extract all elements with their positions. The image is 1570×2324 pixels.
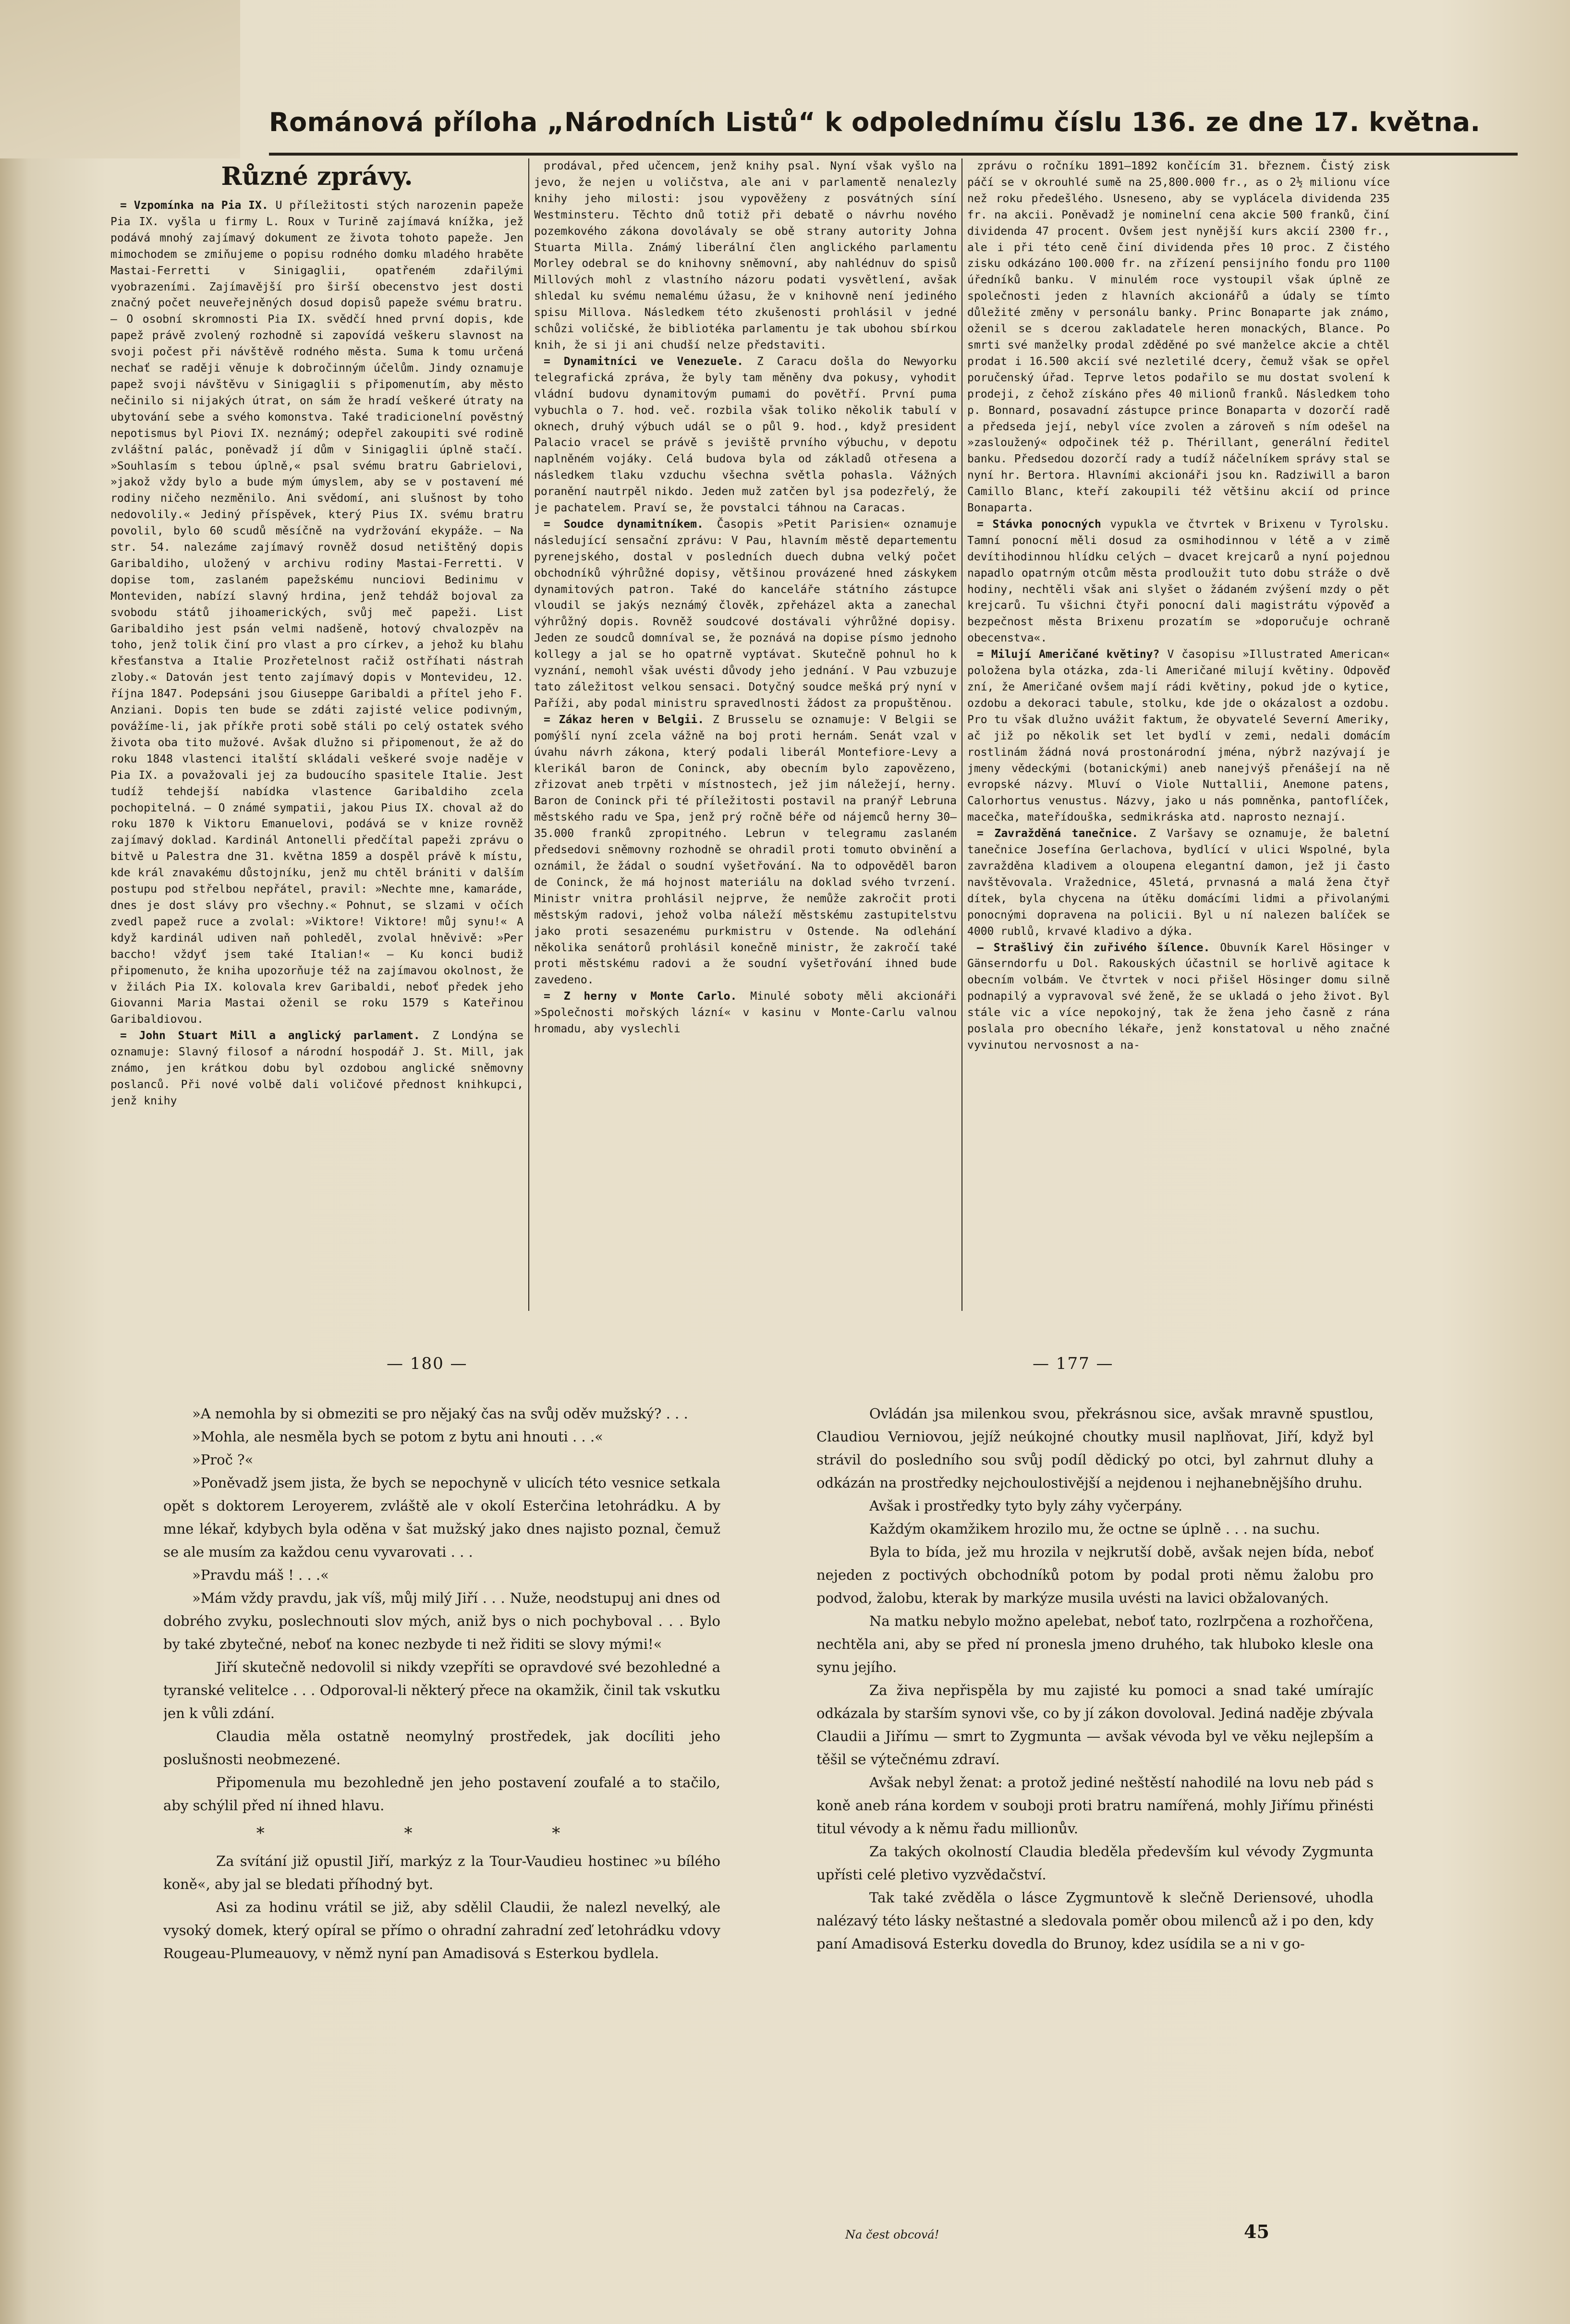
novel-page-left xyxy=(163,1402,720,2266)
news-item xyxy=(967,647,1390,826)
novel-paragraph: »Pravdu máš ! . . .« xyxy=(192,1567,329,1583)
column-divider xyxy=(961,158,962,1311)
news-item xyxy=(967,158,1390,517)
news-item xyxy=(967,826,1390,940)
printer-signature-number: 45 xyxy=(1244,2221,1269,2242)
novel-paragraph: »Mohla, ale nesměla bych se potom z bytu ani hnouti . . .« xyxy=(192,1428,603,1445)
news-item-text: Z Varšavy se oznamuje, že baletní tanečnice Josefína Gerlachova, bydlící v ulici Wspolné, byla zavražděna kladivem a oloupena elegantní damon, jež ji často navštěvovala. Vražednice, 45letá, prvnasná a malá žena čtyř dítek, byla chycena na útěku domácími lidmi a přivolanými ponocnými dopravena na policii. Byl u ní nalezen balíček se 4000 rublů, krvavé kladivo a dýka. xyxy=(967,827,1390,938)
news-item xyxy=(110,198,523,1028)
novel-paragraph: Ovládán jsa milenkou svou, překrásnou sice, avšak mravně spustlou, Claudiou Verniovou, jejíž neúkojné choutky musil naplňovat, Jiří, když byl strávil do posledního sou svůj podíl dědický po otci, byl zahrnut dluhy a odkázán na prostředky nejchoulostivější a nejdenou i nejhanebnějšího druhu. xyxy=(816,1405,1374,1491)
novel-paragraph: Avšak i prostředky tyto byly záhy vyčerpány. xyxy=(869,1498,1183,1514)
novel-paragraph: »A nemohla by si obmeziti se pro nějaký čas na svůj oděv mužský? . . . xyxy=(192,1405,688,1422)
novel-paragraph: Za svítání již opustil Jiří, markýz z la Tour-Vaudieu hostinec »u bílého koně«, aby jal se bledati příhodný byt. xyxy=(163,1853,720,1892)
column-divider xyxy=(528,158,529,1311)
novel-paragraph: Za takých okolností Claudia bleděla především kul vévody Zygmunta upřísti celé pletivo vyzvědačství. xyxy=(816,1843,1374,1883)
news-item-text: V časopisu »Illustrated American« položena byla otázka, zda-li Američané milují květiny. Odpověď zní, že Američané ovšem mají rádi květiny, pokud jde o kytice, ozdobu a dekoraci tabule, stolku, kde jde o okázalost a ozdobu. Pro tu však dlužno uvážit faktum, že obyvatelé Severní Ameriky, ač již po několik set let bydlí v zemi, nedali domácím rostlinám žádná nová prostonárodní jména, nýbrž nazývají je jmeny vědeckými (botanickými) aneb nanejvýš přenášejí na ně evropské názvy. Mluví o Viole Nuttallii, Anemone patens, Calorhortus venustus. Názvy, jako u nás pomněnka, pantoflíček, macečka, mateřídouška, sedmikráska atd. naprosto neznají. xyxy=(967,648,1390,824)
novel-paragraph: Claudia měla ostatně neomylný prostředek, jak docíliti jeho poslušnosti neobmezené. xyxy=(163,1728,720,1767)
novel-paragraph: »Poněvadž jsem jista, že bych se nepochyně v ulicích této vesnice setkala opět s doktorem Leroyerem, zvláště ale v okolí Esterčina letohrádku. A by mne lékař, kdybych byla oděna v šat mužský jako dnes najisto poznal, čemuž se ale musím za každou cenu vyvarovati . . . xyxy=(163,1475,720,1560)
news-item-text: U příležitosti stých narozenin papeže Pia IX. vyšla u firmy L. Roux v Turině zajímavá knížka, jež podává mnohý zajímavý dokument ze života tohoto papeže. Jen mimochodem se zmiňujeme o popisu rodného domku mladého hraběte Mastai-Ferretti v Sinigaglii, opatřeném zdařilými vyobrazeními. Zajímavější pro širší obecenstvo jest dosti značný počet neuveřejněných dosud dopisů papeže svému bratru. — O osobní skromnosti Pia IX. svědčí hned první dopis, kde papež právě zvolený rozhodně si zapovídá veškeru slavnost na svoji počest při návštěvě rodného města. Suma k tomu určená nechať se raději věnuje k dobročinným účelům. Jindy oznamuje papež svoji návštěvu v Sinigaglii s připomenutím, aby město nečinilo si nijakých útrat, on sám že hradí veškeré útraty na ubytování sebe a svého komonstva. Také tradicionelní pověstný nepotismus byl Piovi IX. neznámý; odepřel zakoupiti své rodině zvláštní palác, poněvadž jí dům v Sinigaglii úplně stačí. »Souhlasím s tebou úplně,« psal svému bratru Gabrielovi, »jakož vždy bylo a bude mým úmyslem, aby se v postavení mé rodiny ničeho nezměnilo. Ani svědomí, ani slušnost by toho nedovolily.« Jediný příspěvek, který Pius IX. svému bratru povolil, bylo 60 scudů měsíčně na vydržování ekypáže. — Na str. 54. nalezáme zajímavý rovněž dosud netištěný dopis Garibaldiho, uložený v archivu rodiny Mastai-Ferretti. V dopise tom, zaslaném papežskému nunciovi Bedinimu v Monteviden, nabízí slavný hrdina, jenž tehdáž bojoval za svobodu států jihoamerických, svůj meč papeži. List Garibaldiho jest psán velmi nadšeně, hotový chvalozpěv na toho, jenž tolik činí pro vlast a pro církev, a jehož ku blahu křesťanstva a Italie Prozřetelnost račiž ostříhati nástrah zloby.« Datován jest tento zajímavý dopis v Montevideu, 12. října 1847. Podepsáni jsou Giuseppe Garibaldi a přítel jeho F. Anziani. Dopis ten bude se zdáti zajisté velice podivným, povážíme-li, jak příkře proti sobě stáli po celý ostatek svého života oba tito mužové. Avšak dlužno si připomenout, že až do roku 1848 vlastenci italští skládali veškeré svoje naděje v Pia IX. a považovali jej za budoucího spasitele Italie. Jest tudíž tehdejší nabídka vlastence Garibaldiho zcela pochopitelná. — O známé sympatii, jakou Pius IX. choval až do roku 1870 k Viktoru Emanuelovi, podává se v knize rovněž zajímavý doklad. Kardinál Antonelli předčítal papeži zprávu o bitvě u Palestra dne 31. května 1859 a dospěl právě k místu, kde král znavakému důstojníku, jenž mu chtěl brániti v dalším postupu pod střelbou nepřátel, pravil: »Nechte mne, kamaráde, dnes je dost slávy pro všechny.« Pohnut, se slzami v očích zvedl papež ruce a zvolal: »Viktore! Viktore! můj synu!« A když kardinál udiven naň pohleděl, zvolal hněvivě: »Per baccho! vždyť jsem také Italian!« — Ku konci budiž připomenuto, že kniha upozorňuje též na zajímavou okolnost, že v žilách Pia IX. kolovala krev Garibaldi, neboť předek jeho Giovanni Maria Mastai oženil se roku 1579 s Kateřinou Garibaldiovou. xyxy=(110,199,523,1026)
news-item xyxy=(534,989,957,1038)
news-item xyxy=(534,517,957,712)
news-item-text: Z Caracu došla do Newyorku telegrafická zpráva, že byly tam měněny dva pokusy, vyhodit vládní budovu dynamitovým pumami do povětří. První puma vybuchla o 7. hod. več. rozbila však toliko několik tabulí v oknech, druhý výbuch udál se o půl 9. hod., když president Palacio vracel se právě s jeviště prvního výbuchu, v depotu naplněném vojáky. Celá budova byla od základů otřesena a následkem tlaku vzduchu všechna světla pohasla. Vážných poranění nautrpěl nikdo. Jeden muž zatčen byl jsa podezřelý, že je pachatelem. Praví se, že povstalci táhnou na Caracas. xyxy=(534,355,957,515)
novel-paragraph: Byla to bída, jež mu hrozila v nejkrutší době, avšak nejen bída, neboť nejeden z poctivých obchodníků potom by podal proti němu žalobu pro podvod, žalobu, kterak by markýze musila uvésti na lavici obžalovaných. xyxy=(816,1544,1374,1606)
supplement-header: Románová příloha „Národních Listů“ k odpolednímu číslu 136. ze dne 17. května. xyxy=(269,107,1481,137)
news-item xyxy=(967,940,1390,1054)
news-item xyxy=(967,517,1390,647)
section-break-stars: * * * xyxy=(256,1824,628,1843)
news-item-text: Minulé soboty měli akcionáři »Společnosti mořských lázní« v kasinu v Monte-Carlu valnou hromadu, aby vyslechli xyxy=(534,990,957,1036)
novel-paragraph: Za živa nepřispěla by mu zajisté ku pomoci a snad také umírajíc odkázala by starším synovi vše, co by jí zákon dovoloval. Jediná naděje zbývala Claudii a Jiřímu — smrt to Zygmunta — avšak vévoda byl ve věku nejlepším a těšil se výtečnému zdraví. xyxy=(816,1682,1374,1767)
news-item xyxy=(534,712,957,989)
novel-paragraph: Každým okamžikem hrozilo mu, že octne se úplně . . . na suchu. xyxy=(869,1521,1320,1537)
news-item-title: = Soudce dynamitníkem. xyxy=(544,518,704,531)
news-column-3 xyxy=(967,158,1390,1311)
news-item-title: = Vzpomínka na Pia IX. xyxy=(120,199,268,212)
page-number-right: — 177 — xyxy=(1033,1354,1114,1373)
signature-footnote: Na čest obcová! xyxy=(845,2228,939,2241)
novel-paragraph: Na matku nebylo možno apelebat, neboť tato, rozlrpčena a rozhořčena, nechtěla ani, aby se před ní pronesla jmeno druhého, tak hluboko klesle ona synu jejího. xyxy=(816,1613,1374,1675)
news-item xyxy=(534,158,957,354)
news-item-text: Z Londýna se oznamuje: Slavný filosof a národní hospodář J. St. Mill, jak známo, jen krátkou dobu byl ozdobou anglické sněmovny poslanců. Při nové volbě dali voličové přednost knihkupci, jenž knihy xyxy=(110,1029,523,1107)
page-corner-shade xyxy=(0,0,240,158)
news-item-title: = John Stuart Mill a anglický parlament. xyxy=(120,1029,420,1042)
news-item-title: = Zavražděná tanečnice. xyxy=(977,827,1139,840)
news-item-title: = Dynamitníci ve Venezuele. xyxy=(544,355,743,368)
news-item-title: — Strašlivý čin zuřivého šílence. xyxy=(977,941,1210,954)
news-column-1 xyxy=(110,158,523,1311)
page-number-left: — 180 — xyxy=(387,1354,468,1373)
novel-paragraph: Připomenula mu bezohledně jen jeho postavení zoufalé a to stačilo, aby schýlil před ní ihned hlavu. xyxy=(163,1774,720,1814)
novel-paragraph: Asi za hodinu vrátil se již, aby sdělil Claudii, že nalezl nevelký, ale vysoký domek, který opíral se přímo o ohradní zahradní zeď letohrádku vdovy Rougeau-Plumeauovy, v němž nyní pan Amadisová s Esterkou bydlela. xyxy=(163,1899,720,1961)
news-item-text: vypukla ve čtvrtek v Brixenu v Tyrolsku. Tamní ponocní měli dosud za osmihodinnou v létě a v zimě devítihodinnou hlídku celých — dvacet krejcarů a nyní pojednou napadlo opatrným otcům města prodloužit tuto dobu stráže o dvě hodiny, nechtěli však ani slyšet o žádaném zvýšení mzdy o pět krejcarů. Tu všichni čtyři ponocní dali magistrátu výpověď a bezpečnost města Brixenu prozatím se »doporučuje ochraně obecenstva«. xyxy=(967,518,1390,645)
novel-paragraph: Tak také zvěděla o lásce Zygmuntově k slečně Deriensové, uhodla nalézavý této lásky neštastné a sledovala poměr obou milenců až i po den, kdy paní Amadisová Esterku dovedla do Brunoy, kdez usídila se a ni v go- xyxy=(816,1889,1374,1952)
news-item-title: = Milují Američané květiny? xyxy=(977,648,1160,661)
news-item-text: Časopis »Petit Parisien« oznamuje následující sensační zprávu: V Pau, hlavním městě departementu pyrenejského, dostal v posledních duech dubna velký počet obchodníků výhrůžné dopisy, většinou provázené hned záskykem dynamitových patron. Také do kanceláře státního zástupce vloudil se jakýs neznámý člověk, zpřeházel akta a zanechal výhrůžný dopis. Rovněž soudcové dostávali výhrůžné dopisy. Jeden ze soudců domníval se, že poznává na dopise písmo jednoho kollegy a jal se ho opatrně vyptávat. Skutečně pohnul ho k vyznání, nemohl však uvésti důvody jeho jednání. V Pau vzbuzuje tato záležitost velkou sensaci. Dotyčný soudce mešká prý nyní v Paříži, aby podal ministru spravedlnosti žádost za propuštěnou. xyxy=(534,518,957,710)
news-item-title: = Stávka ponocných xyxy=(977,518,1101,531)
novel-paragraph: »Mám vždy pravdu, jak víš, můj milý Jiří . . . Nuže, neodstupuj ani dnes od dobrého zvyku, poslechnouti slov mých, aniž bys o nich pochyboval . . . Bylo by také zbytečné, neboť na konec nezbyde ti než řiditi se slovy mými!« xyxy=(163,1590,720,1652)
news-item-text: Obuvník Karel Hösinger v Gänserndorfu u Dol. Rakouských účastnil se horlivě agitace k obecním volbám. Ve čtvrtek v noci přišel Hösinger domu silně podnapilý a vypravoval své ženě, že se ukladá o jeho život. Byl stále vic a více nepokojný, tak že žena jeho časně z rána poslala pro obecního lékaře, jenž konstatoval u něho značné vyvinutou nervosnost a na- xyxy=(967,941,1390,1052)
news-column-2 xyxy=(534,158,957,1311)
novel-paragraph: Jiří skutečně nedovolil si nikdy vzepříti se opravdové své bezohledné a tyranské velitelce . . . Odporoval-li některý přece na okamžik, činil tak vskutku jen k vůli zdání. xyxy=(163,1659,720,1721)
news-item-title: = Z herny v Monte Carlo. xyxy=(544,990,737,1003)
novel-paragraph: »Proč ?« xyxy=(192,1452,254,1468)
novel-page-right xyxy=(816,1402,1374,2218)
novel-paragraph: Avšak nebyl ženat: a protož jediné neštěstí nahodilé na lovu neb pád s koně aneb rána kordem v souboji proti bratru namířená, mohly Jiřímu přinésti titul vévody a k němu řadu millionův. xyxy=(816,1774,1374,1837)
news-item xyxy=(110,1028,523,1110)
header-rule xyxy=(269,153,1518,156)
news-item xyxy=(534,354,957,517)
news-item-title: = Zákaz heren v Belgii. xyxy=(544,713,705,726)
news-item-text: prodával, před učencem, jenž knihy psal. Nyní však vyšlo na jevo, že nejen u voličstva, ale ani v parlamentě nenalezly knihy jeho milosti: jsou vypověženy z posvátných síní Westminsteru. Těchto dnů totiž při debatě o návrhu nového pozemkového zákona dovolávaly se obě strany autority Johna Stuarta Milla. Známý liberální člen anglického parlamentu Morley odebral se do knihovny sněmovní, aby nahlédnuv do spisů Millových mohl z vlastního názoru podati vysvětlení, avšak shledal ku svému nemalému úžasu, že v knihovně není jediného spisu Millova. Následkem této zkušenosti prohlásil v jedné schůzi voličské, že bibliotéka parlamentu je tak ubohou sbírkou knih, že si ji ani chudší nelze představiti. xyxy=(534,160,957,351)
section-title: Různé zprávy. xyxy=(221,162,413,191)
news-item-text: Z Brusselu se oznamuje: V Belgii se pomýšlí nyní zcela vážně na boj proti hernám. Senát vzal v úvahu návrh zákona, který podali liberál Montefiore-Levy a klerikál baron de Coninck, aby obecním bylo zapovězeno, zřizovat aneb trpěti v místnostech, jež jim náležejí, herny. Baron de Coninck při té příležitosti postavil na pranýř Lebruna městského radu ve Spa, jenž prý ročně béře od nájemců herny 30—35.000 franků zpropitného. Lebrun v telegramu zaslaném předsedovi sněmovny rozhodně se ohradil proti tomuto obvinění a oznámil, že žádal o soudní vyšetřování. Na to odpověděl baron de Coninck, že má hojnost materiálu na doklad svého tvrzení. Ministr vnitra prohlásil nejprve, že nemůže zakročit proti městským radovi, jehož volba náleží městskému zastupitelstvu jako proti sesazenému purkmistru v Ostende. Na odlehání několika senátorů prohlásil konečně ministr, že zakročí také proti městskému radovi a že soudní vyšetřování ihned bude zavedeno. xyxy=(534,713,957,987)
news-item-text: zprávu o ročníku 1891—1892 končícím 31. březnem. Čistý zisk páčí se v okrouhlé sumě na 25,800.000 fr., as o 2½ milionu více než roku předešlého. Usneseno, aby se vyplácela dividenda 235 fr. na akcii. Poněvadž je nominelní cena akcie 500 franků, činí dividenda 47 procent. Ovšem jest nynější kurs akcií 2300 fr., ale i při této ceně činí dividenda přes 10 proc. Z čistého zisku odkázáno 100.000 fr. na zřízení pensijního fondu pro 1100 úředníků banku. V minulém roce vystoupil však úplně ze společnosti jeden z hlavních akcionářů a údaly se tímto důležité změny v personálu banky. Princ Bonaparte jak známo, oženil se s dcerou zakladatele heren monackých, Blance. Po smrti své manželky prodal zděděné po své manželce akcie a chtěl prodat i 16.500 akcií své nezletilé dcery, čemuž však se opřel poručenský úřad. Teprve letos podařilo se mu dostat svolení k prodeji, z čehož získáno přes 40 milionů franků. Následkem toho p. Bonnard, posavadní zástupce prince Bonaparta v dozorčí radě a předseda její, nebyl více zvolen a zároveň s ním odešel na »zasloužený« odpočinek též p. Thérillant, generální ředitel banku. Předsedou dozorčí rady a tudíž náčelníkem správy stal se nyní hr. Bertora. Hlavními akcionáři jsou kn. Radziwill a baron Camillo Blanc, kteří zakoupili též většinu akcií od prince Bonaparta. xyxy=(967,160,1390,515)
